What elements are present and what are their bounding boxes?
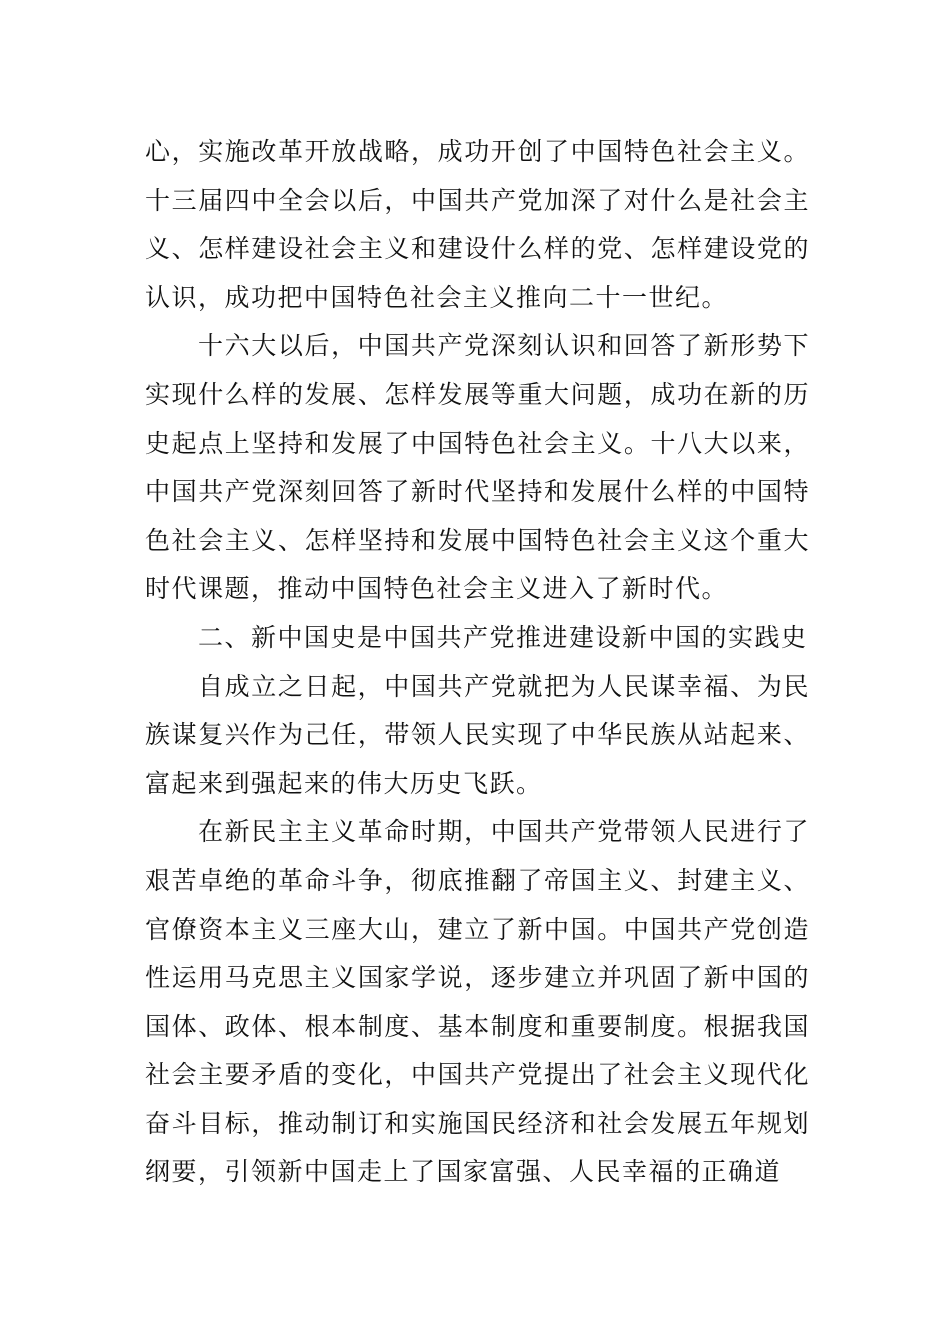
- paragraph-sixteenth-congress: 十六大以后，中国共产党深刻认识和回答了新形势下实现什么样的发展、怎样发展等重大问题，成功在新的历史起点上坚持和发展了中国特色社会主义。十八大以来，中国共产党深刻回答了新时代坚持和发展什么样的中国特色社会主义、怎样坚持和发展中国特色社会主义这个重大时代课题，推动中国特色社会主义进入了新时代。: [145, 331, 810, 604]
- section-heading: 二、新中国史是中国共产党推进建设新中国的实践史: [198, 622, 808, 652]
- paragraph-new-democratic-revolution: 在新民主主义革命时期，中国共产党带领人民进行了艰苦卓绝的革命斗争，彻底推翻了帝国主义、封建主义、官僚资本主义三座大山，建立了新中国。中国共产党创造性运用马克思主义国家学说，逐步建立并巩固了新中国的国体、政体、根本制度、基本制度和重要制度。根据我国社会主要矛盾的变化，中国共产党提出了社会主义现代化奋斗目标，推动制订和实施国民经济和社会发展五年规划纲要，引领新中国走上了国家富强、人民幸福的正确道: [145, 817, 810, 1187]
- paragraph-since-founding: 自成立之日起，中国共产党就把为人民谋幸福、为民族谋复兴作为己任，带领人民实现了中华民族从站起来、富起来到强起来的伟大历史飞跃。: [145, 671, 810, 798]
- paragraph-continuation: 心，实施改革开放战略，成功开创了中国特色社会主义。十三届四中全会以后，中国共产党加深了对什么是社会主义、怎样建设社会主义和建设什么样的党、怎样建设党的认识，成功把中国特色社会主义推向二十一世纪。: [145, 137, 810, 312]
- document-page: [145, 128, 810, 1197]
